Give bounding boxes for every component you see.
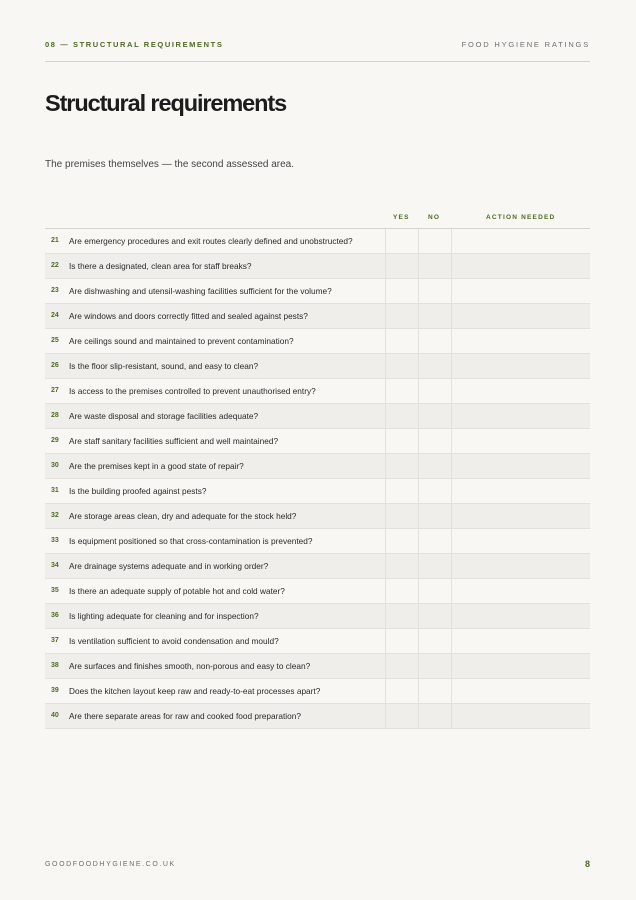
table-row: [45, 354, 590, 379]
action-needed-field[interactable]: [451, 604, 590, 628]
question-number: 37: [51, 637, 59, 644]
column-header-action: ACTION NEEDED: [486, 214, 556, 221]
action-needed-field[interactable]: [451, 254, 590, 278]
question-text: Is the building proofed against pests?: [69, 486, 207, 496]
no-checkbox-cell[interactable]: [418, 679, 452, 703]
yes-checkbox-cell[interactable]: [385, 629, 419, 653]
question-text: Is equipment positioned so that cross-contamination is prevented?: [69, 536, 313, 546]
action-needed-field[interactable]: [451, 654, 590, 678]
action-needed-field[interactable]: [451, 279, 590, 303]
yes-checkbox-cell[interactable]: [385, 254, 419, 278]
no-checkbox-cell[interactable]: [418, 254, 452, 278]
page-title: Structural requirements: [45, 90, 287, 116]
question-number: 31: [51, 487, 59, 494]
action-needed-field[interactable]: [451, 629, 590, 653]
question-number: 21: [51, 237, 59, 244]
no-checkbox-cell[interactable]: [418, 629, 452, 653]
question-number: 30: [51, 462, 59, 469]
no-checkbox-cell[interactable]: [418, 579, 452, 603]
page-subtitle: The premises themselves — the second assessed area.: [45, 159, 295, 170]
question-number: 28: [51, 412, 59, 419]
question-number: 32: [51, 512, 59, 519]
question-text: Is there a designated, clean area for staff breaks?: [69, 261, 252, 271]
table-body: [45, 229, 590, 729]
table-row: [45, 654, 590, 679]
no-checkbox-cell[interactable]: [418, 354, 452, 378]
action-needed-field[interactable]: [451, 504, 590, 528]
action-needed-field[interactable]: [451, 579, 590, 603]
question-text: Is the floor slip-resistant, sound, and easy to clean?: [69, 361, 259, 371]
page-number: 8: [584, 859, 590, 869]
action-needed-field[interactable]: [451, 454, 590, 478]
table-row: [45, 479, 590, 504]
question-number: 34: [51, 562, 59, 569]
no-checkbox-cell[interactable]: [418, 479, 452, 503]
table-row: [45, 529, 590, 554]
section-label: 08 — STRUCTURAL REQUIREMENTS: [45, 40, 224, 49]
question-text: Is access to the premises controlled to prevent unauthorised entry?: [69, 386, 316, 396]
question-text: Are staff sanitary facilities sufficient and well maintained?: [69, 436, 279, 446]
table-row: [45, 379, 590, 404]
question-number: 40: [51, 712, 59, 719]
yes-checkbox-cell[interactable]: [385, 679, 419, 703]
question-text: Are drainage systems adequate and in working order?: [69, 561, 269, 571]
column-header-no: NO: [428, 214, 441, 221]
question-number: 25: [51, 337, 59, 344]
no-checkbox-cell[interactable]: [418, 454, 452, 478]
question-number: 33: [51, 537, 59, 544]
question-number: 23: [51, 287, 59, 294]
yes-checkbox-cell[interactable]: [385, 604, 419, 628]
column-header-yes: YES: [393, 214, 410, 221]
yes-checkbox-cell[interactable]: [385, 529, 419, 553]
question-text: Are the premises kept in a good state of repair?: [69, 461, 244, 471]
table-row: [45, 704, 590, 729]
question-number: 24: [51, 312, 59, 319]
table-row: [45, 604, 590, 629]
page-footer: [45, 859, 590, 869]
question-number: 26: [51, 362, 59, 369]
table-row: [45, 229, 590, 254]
no-checkbox-cell[interactable]: [418, 229, 452, 253]
question-number: 29: [51, 437, 59, 444]
yes-checkbox-cell[interactable]: [385, 554, 419, 578]
table-row: [45, 554, 590, 579]
action-needed-field[interactable]: [451, 479, 590, 503]
yes-checkbox-cell[interactable]: [385, 404, 419, 428]
page-header: [45, 40, 590, 62]
no-checkbox-cell[interactable]: [418, 429, 452, 453]
yes-checkbox-cell[interactable]: [385, 279, 419, 303]
table-header: [45, 210, 590, 229]
action-needed-field[interactable]: [451, 354, 590, 378]
question-text: Are surfaces and finishes smooth, non-porous and easy to clean?: [69, 661, 311, 671]
no-checkbox-cell[interactable]: [418, 529, 452, 553]
action-needed-field[interactable]: [451, 704, 590, 728]
table-row: [45, 579, 590, 604]
yes-checkbox-cell[interactable]: [385, 429, 419, 453]
yes-checkbox-cell[interactable]: [385, 579, 419, 603]
table-row: [45, 679, 590, 704]
table-row: [45, 329, 590, 354]
table-row: [45, 454, 590, 479]
no-checkbox-cell[interactable]: [418, 304, 452, 328]
footer-website: GOODFOODHYGIENE.CO.UK: [45, 860, 176, 868]
no-checkbox-cell[interactable]: [418, 379, 452, 403]
question-text: Is lighting adequate for cleaning and for inspection?: [69, 611, 259, 621]
yes-checkbox-cell[interactable]: [385, 654, 419, 678]
document-title: FOOD HYGIENE RATINGS: [461, 40, 590, 49]
question-text: Are ceilings sound and maintained to prevent contamination?: [69, 336, 294, 346]
no-checkbox-cell[interactable]: [418, 404, 452, 428]
action-needed-field[interactable]: [451, 529, 590, 553]
question-text: Are waste disposal and storage facilities adequate?: [69, 411, 259, 421]
table-row: [45, 254, 590, 279]
table-row: [45, 429, 590, 454]
action-needed-field[interactable]: [451, 229, 590, 253]
yes-checkbox-cell[interactable]: [385, 454, 419, 478]
action-needed-field[interactable]: [451, 329, 590, 353]
question-text: Are there separate areas for raw and cooked food preparation?: [69, 711, 301, 721]
checklist-table: [45, 210, 590, 729]
question-text: Is ventilation sufficient to avoid condensation and mould?: [69, 636, 279, 646]
no-checkbox-cell[interactable]: [418, 504, 452, 528]
table-row: [45, 404, 590, 429]
yes-checkbox-cell[interactable]: [385, 329, 419, 353]
action-needed-field[interactable]: [451, 379, 590, 403]
yes-checkbox-cell[interactable]: [385, 479, 419, 503]
question-text: Are windows and doors correctly fitted and sealed against pests?: [69, 311, 308, 321]
yes-checkbox-cell[interactable]: [385, 354, 419, 378]
yes-checkbox-cell[interactable]: [385, 304, 419, 328]
question-number: 27: [51, 387, 59, 394]
table-row: [45, 504, 590, 529]
action-needed-field[interactable]: [451, 404, 590, 428]
table-row: [45, 629, 590, 654]
question-text: Are emergency procedures and exit routes clearly defined and unobstructed?: [69, 236, 353, 246]
no-checkbox-cell[interactable]: [418, 279, 452, 303]
no-checkbox-cell[interactable]: [418, 604, 452, 628]
question-number: 35: [51, 587, 59, 594]
question-number: 38: [51, 662, 59, 669]
question-text: Does the kitchen layout keep raw and ready-to-eat processes apart?: [69, 686, 321, 696]
action-needed-field[interactable]: [451, 429, 590, 453]
no-checkbox-cell[interactable]: [418, 654, 452, 678]
yes-checkbox-cell[interactable]: [385, 379, 419, 403]
yes-checkbox-cell[interactable]: [385, 704, 419, 728]
question-number: 22: [51, 262, 59, 269]
no-checkbox-cell[interactable]: [418, 329, 452, 353]
yes-checkbox-cell[interactable]: [385, 229, 419, 253]
action-needed-field[interactable]: [451, 304, 590, 328]
question-number: 39: [51, 687, 59, 694]
table-row: [45, 304, 590, 329]
yes-checkbox-cell[interactable]: [385, 504, 419, 528]
no-checkbox-cell[interactable]: [418, 554, 452, 578]
question-text: Are storage areas clean, dry and adequate for the stock held?: [69, 511, 297, 521]
question-text: Are dishwashing and utensil-washing facilities sufficient for the volume?: [69, 286, 332, 296]
action-needed-field[interactable]: [451, 554, 590, 578]
question-text: Is there an adequate supply of potable hot and cold water?: [69, 586, 285, 596]
table-row: [45, 279, 590, 304]
question-number: 36: [51, 612, 59, 619]
action-needed-field[interactable]: [451, 679, 590, 703]
no-checkbox-cell[interactable]: [418, 704, 452, 728]
